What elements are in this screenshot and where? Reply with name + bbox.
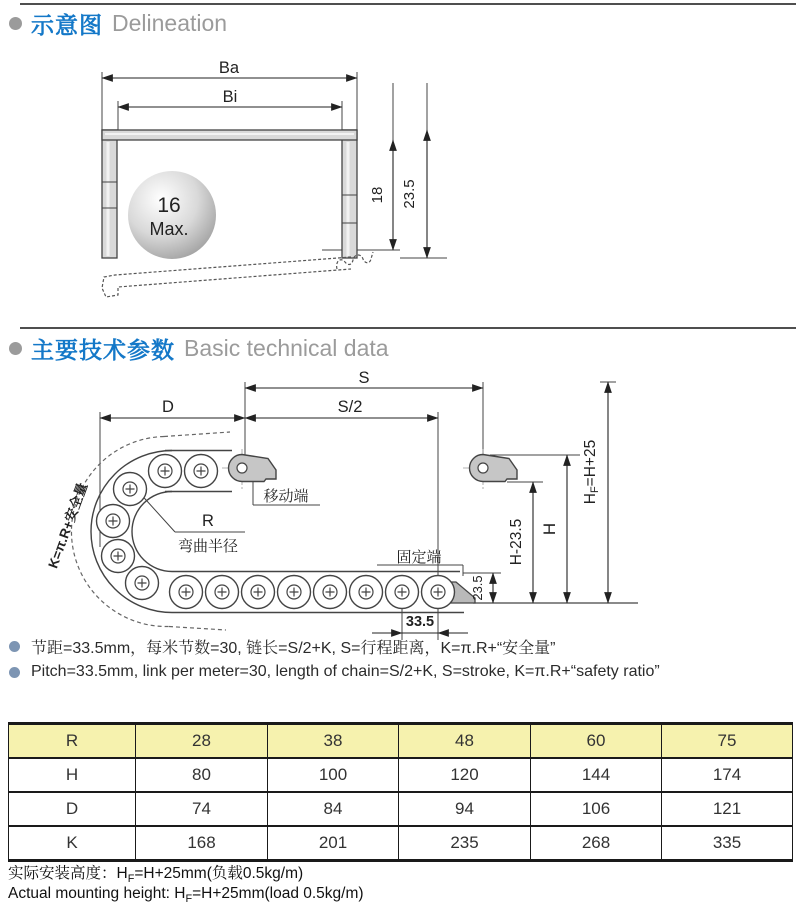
bullet-icon (9, 17, 22, 30)
cell: 120 (399, 758, 531, 792)
cell: 144 (531, 758, 662, 792)
section1-title-en: Delineation (112, 10, 228, 36)
section2-header (9, 332, 389, 365)
technical-data-table (8, 722, 793, 862)
cell: 335 (662, 826, 793, 861)
header-cell: 60 (531, 724, 662, 759)
section-divider (20, 327, 796, 329)
bend-radius-label: 弯曲半径 (177, 538, 239, 555)
cable-chain-drawing (91, 449, 517, 613)
ball-label-max: Max. (149, 219, 189, 239)
dim-label-s: S (358, 369, 370, 387)
header-cell-r: R (9, 724, 136, 759)
delineation-diagram (55, 45, 515, 325)
mounting-height-note-zh (8, 861, 303, 885)
section1-title-zh: 示意图 (31, 12, 103, 38)
section2-title-zh: 主要技术参数 (31, 337, 175, 363)
bullet-icon (9, 667, 20, 678)
technical-data-diagram (20, 362, 700, 647)
section1-header (9, 7, 227, 40)
k-formula-label: K=π.R+安全量 (45, 480, 91, 571)
cell: 80 (136, 758, 268, 792)
dim-label-hf: HF=H+25 (582, 439, 601, 505)
mounting-height-note-en (8, 885, 364, 905)
cell: 106 (531, 792, 662, 826)
dim-label-18: 18 (369, 186, 386, 204)
table-row-h (9, 758, 793, 792)
cell: 121 (662, 792, 793, 826)
cell: 84 (268, 792, 399, 826)
note-pitch-en (9, 663, 660, 681)
footer-subscript: F (127, 873, 135, 886)
note-pitch-zh (9, 635, 556, 658)
dim-label-bi: Bi (222, 88, 238, 106)
row-label: D (9, 792, 136, 826)
cell: 94 (399, 792, 531, 826)
header-cell: 38 (268, 724, 399, 759)
dim-label-23-5: 23.5 (401, 179, 418, 209)
opened-cover-dashed (102, 252, 373, 297)
header-cell: 48 (399, 724, 531, 759)
table-header-row (9, 724, 793, 759)
cell: 235 (399, 826, 531, 861)
bullet-icon (9, 641, 20, 652)
header-cell: 75 (662, 724, 793, 759)
moving-end-label: 移动端 (263, 488, 309, 505)
footer-text: Actual mounting height: H (8, 885, 186, 902)
footer-text: =H+25mm(负载0.5kg/m) (134, 865, 304, 882)
moving-end-bracket (222, 449, 276, 489)
table-row-d (9, 792, 793, 826)
dim-label-23-5: 23.5 (470, 575, 485, 601)
cell: 100 (268, 758, 399, 792)
footer-text: =H+25mm(load 0.5kg/m) (192, 885, 364, 902)
cell: 201 (268, 826, 399, 861)
bullet-icon (9, 342, 22, 355)
note-text: 节距=33.5mm，每米节数=30, 链长=S/2+K, S=行程距离，K=π.R+“安全量” (31, 640, 556, 657)
row-label: K (9, 826, 136, 861)
cell: 268 (531, 826, 662, 861)
fixed-end-label: 固定端 (396, 549, 442, 566)
dim-label-33-5: 33.5 (405, 614, 435, 630)
footer-text: 实际安装高度：H (8, 865, 128, 882)
top-divider (20, 3, 796, 5)
note-text: Pitch=33.5mm, link per meter=30, length of chain=S/2+K, S=stroke, K=π.R+“safety ratio” (31, 663, 660, 680)
header-cell: 28 (136, 724, 268, 759)
table-row-k (9, 826, 793, 861)
cell: 168 (136, 826, 268, 861)
row-label: H (9, 758, 136, 792)
section2-title-en: Basic technical data (184, 335, 389, 361)
dim-label-s2: S/2 (337, 398, 363, 416)
dim-label-ba: Ba (218, 59, 240, 77)
dim-label-h: H (540, 522, 559, 536)
dim-label-h-minus: H-23.5 (508, 518, 525, 566)
cell: 174 (662, 758, 793, 792)
footer-subscript: F (185, 893, 193, 906)
dim-label-d: D (162, 398, 174, 416)
cell: 74 (136, 792, 268, 826)
dim-label-r: R (202, 512, 214, 530)
ball-label-value: 16 (157, 194, 181, 217)
